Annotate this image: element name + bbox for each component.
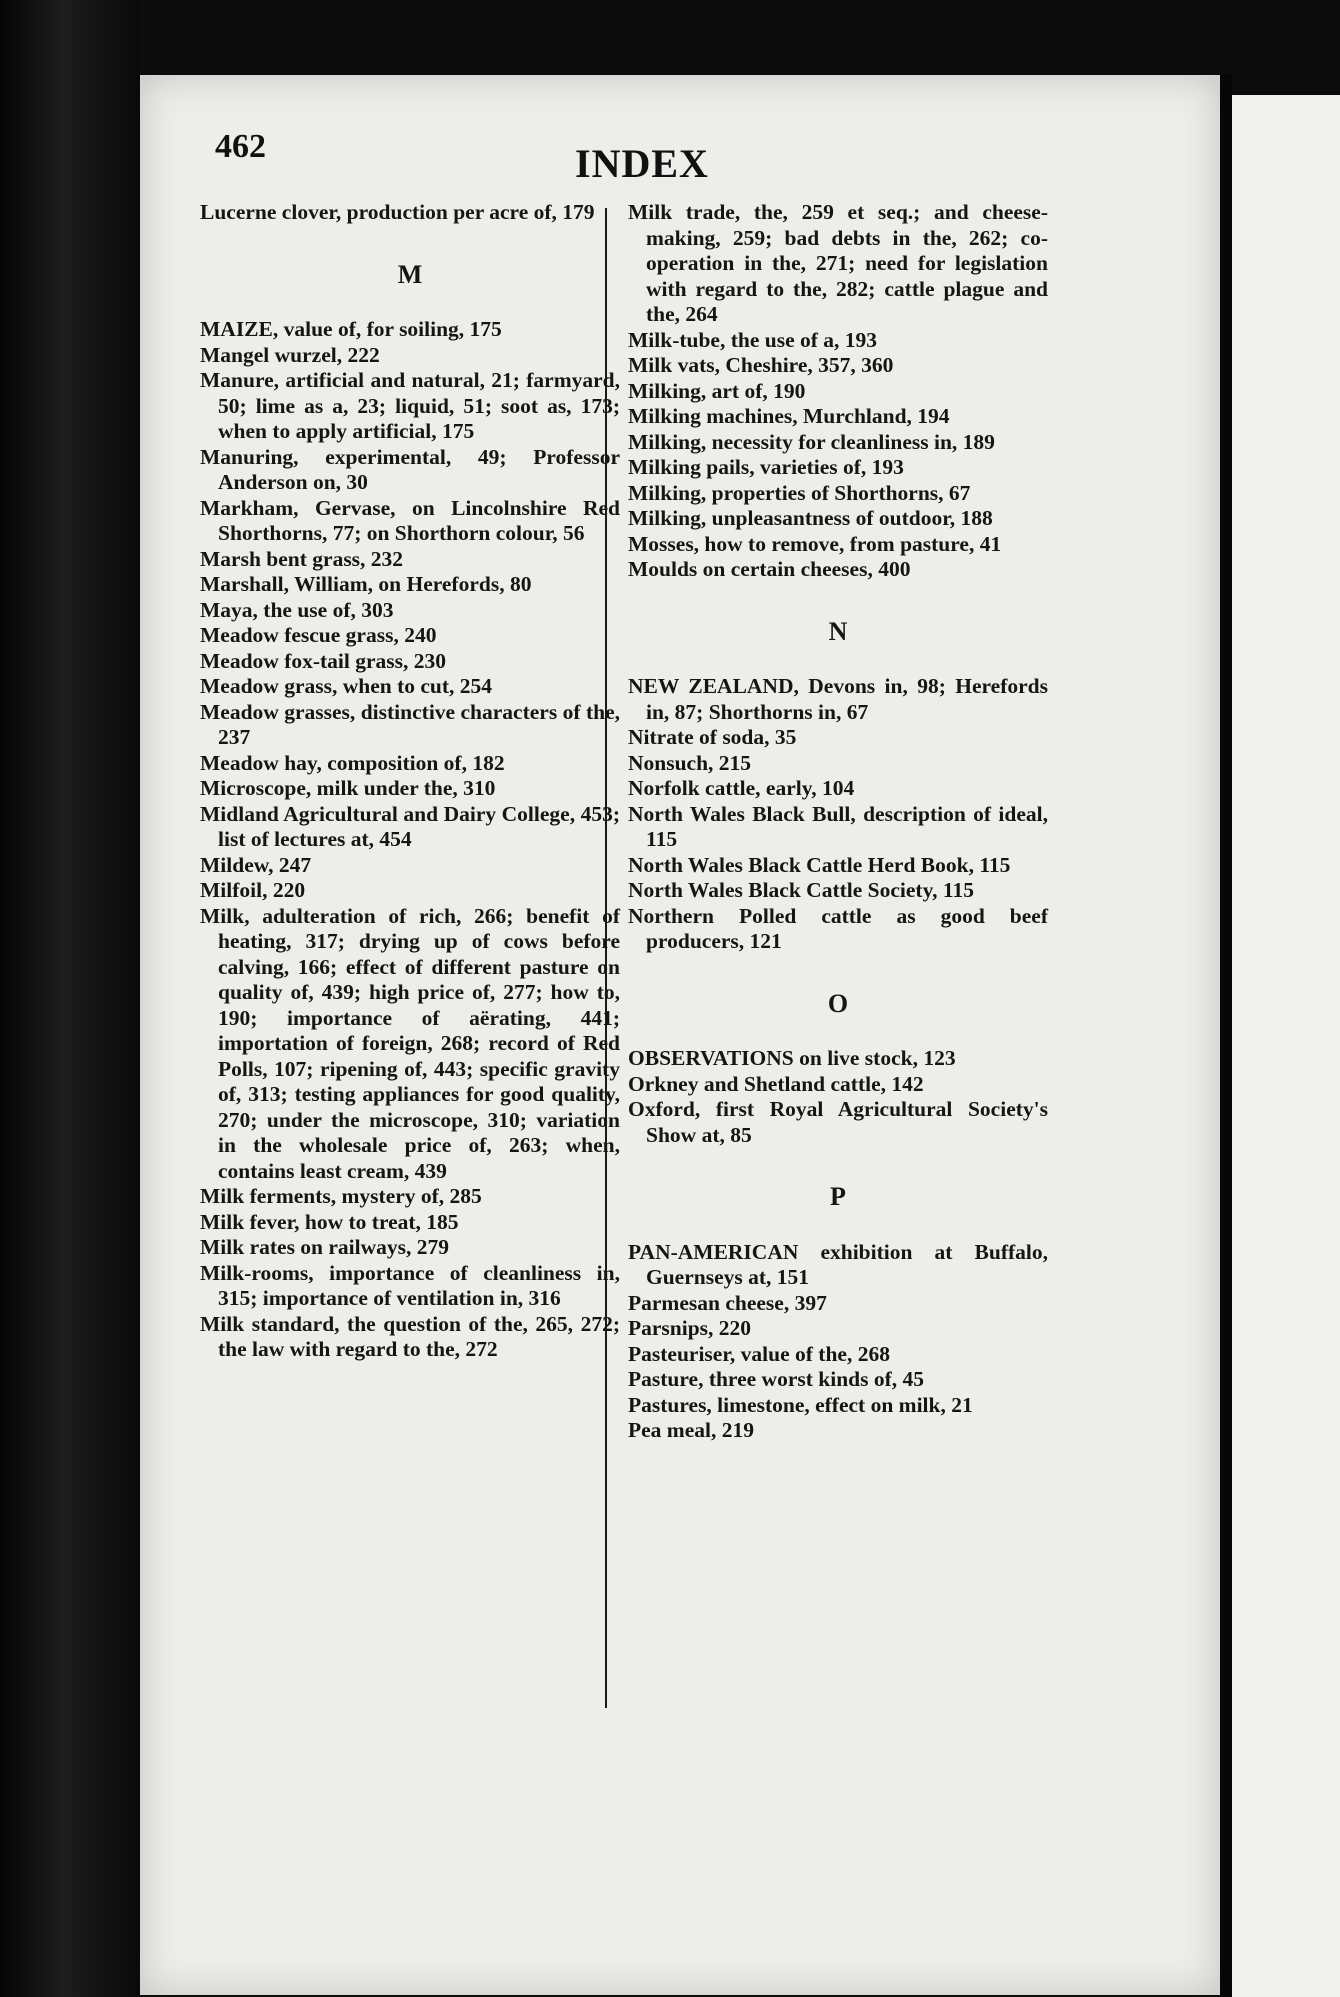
book-gutter — [1220, 75, 1232, 1997]
index-entry: Mangel wurzel, 222 — [200, 342, 380, 367]
index-entry: Manuring, experimental, 49; Professor Anderson on, 30 — [200, 444, 620, 494]
index-entry: Milk ferments, mystery of, 285 — [200, 1184, 482, 1208]
index-entry: Mildew, 247 — [200, 852, 312, 877]
index-entry: Microscope, milk under the, 310 — [200, 776, 496, 800]
section-letter-heading: P — [830, 1182, 846, 1211]
index-entry: North Wales Black Cattle Society, 115 — [628, 878, 974, 902]
index-entry: Nonsuch, 215 — [628, 750, 752, 775]
index-entry: Marsh bent grass, 232 — [200, 546, 404, 571]
index-entry: Nitrate of soda, 35 — [628, 725, 797, 749]
index-entry: Markham, Gervase, on Lincolnshire Red Shorthorns, 77; on Shorthorn colour, 56 — [200, 495, 620, 545]
index-entry: Milking pails, varieties of, 193 — [628, 455, 904, 479]
index-entry: OBSERVATIONS on live stock, 123 — [628, 1046, 956, 1070]
index-entry: Milk fever, how to treat, 185 — [200, 1209, 459, 1234]
index-entry: Milking machines, Murchland, 194 — [628, 404, 950, 428]
index-entry: Midland Agricultural and Dairy College, 453; list of lectures at, 454 — [200, 801, 620, 851]
page-number: 462 — [215, 128, 266, 165]
index-entry: Meadow grass, when to cut, 254 — [200, 674, 493, 698]
scan-left-edge — [0, 0, 140, 1997]
index-entry: Milking, art of, 190 — [628, 378, 806, 403]
index-entry: Milk rates on railways, 279 — [200, 1235, 450, 1259]
index-entry: MAIZE, value of, for soiling, 175 — [200, 317, 502, 341]
index-entry: Pasture, three worst kinds of, 45 — [628, 1367, 925, 1391]
index-entry: Meadow fescue grass, 240 — [200, 623, 437, 647]
index-entry: Lucerne clover, production per acre of, 179 — [200, 200, 595, 224]
section-letter-heading: N — [828, 616, 848, 646]
index-entry: Milk trade, the, 259 et seq.; and cheese-making, 259; bad debts in the, 262; co-operation in the, 271; need for legislation with regard to the, 282; cattle plague and the, 264 — [628, 200, 1048, 326]
index-entry: Moulds on certain cheeses, 400 — [628, 557, 911, 581]
index-entry: Marshall, William, on Herefords, 80 — [200, 572, 532, 596]
index-entry: North Wales Black Cattle Herd Book, 115 — [628, 852, 1011, 877]
index-entry: Milfoil, 220 — [200, 878, 306, 902]
index-entry: Oxford, first Royal Agricultural Society's Show at, 85 — [628, 1097, 1048, 1147]
index-entry: Milk-tube, the use of a, 193 — [628, 327, 878, 352]
index-entry: Meadow grasses, distinctive characters of the, 237 — [200, 699, 620, 749]
index-entry: PAN-AMERICAN exhibition at Buffalo, Guernseys at, 151 — [628, 1239, 1048, 1289]
index-entry: Milking, necessity for cleanliness in, 189 — [628, 429, 995, 454]
facing-page-edge — [1232, 95, 1340, 1997]
index-entry: Northern Polled cattle as good beef producers, 121 — [628, 903, 1048, 953]
index-entry: Pasteuriser, value of the, 268 — [628, 1341, 890, 1366]
index-column-left — [200, 200, 620, 1363]
index-entry: Milk, adulteration of rich, 266; benefit of heating, 317; drying up of cows before calving, 166; effect of different pasture on quality of, 439; high price of, 277; how to, 190; importance of aërating, 441; importation of foreign, 268; record of Red Polls, 107; ripening of, 443; specific gravity of, 313; testing appliances for good quality, 270; under the microscope, 310; variation in the wholesale price of, 263; when, contains least cream, 439 — [200, 903, 620, 1183]
index-entry: Parsnips, 220 — [628, 1316, 752, 1340]
index-entry: Milk-rooms, importance of cleanliness in, 315; importance of ventilation in, 316 — [200, 1260, 620, 1310]
running-head: INDEX — [575, 141, 709, 186]
index-entry: Orkney and Shetland cattle, 142 — [628, 1071, 924, 1096]
index-entry: North Wales Black Bull, description of ideal, 115 — [628, 801, 1048, 851]
index-entry: Mosses, how to remove, from pasture, 41 — [628, 531, 1002, 556]
index-entry: Meadow hay, composition of, 182 — [200, 750, 505, 775]
index-entry: Maya, the use of, 303 — [200, 597, 394, 622]
section-letter-heading: O — [827, 988, 849, 1018]
section-letter-heading: M — [397, 259, 423, 289]
index-entry: Manure, artificial and natural, 21; farmyard, 50; lime as a, 23; liquid, 51; soot as, 173; when to apply artificial, 175 — [200, 368, 620, 443]
index-entry: Milk standard, the question of the, 265, 272; the law with regard to the, 272 — [200, 1311, 620, 1361]
index-entry: Pea meal, 219 — [628, 1418, 754, 1442]
index-column-right — [628, 200, 1048, 1444]
index-entry: Milking, properties of Shorthorns, 67 — [628, 480, 971, 505]
index-entry: Meadow fox-tail grass, 230 — [200, 648, 447, 673]
index-entry: Parmesan cheese, 397 — [628, 1290, 827, 1315]
index-entry: Milking, unpleasantness of outdoor, 188 — [628, 506, 993, 530]
index-entry: Pastures, limestone, effect on milk, 21 — [628, 1392, 973, 1417]
index-entry: NEW ZEALAND, Devons in, 98; Herefords in, 87; Shorthorns in, 67 — [628, 674, 1048, 724]
index-entry: Milk vats, Cheshire, 357, 360 — [628, 353, 894, 377]
index-entry: Norfolk cattle, early, 104 — [628, 776, 855, 800]
